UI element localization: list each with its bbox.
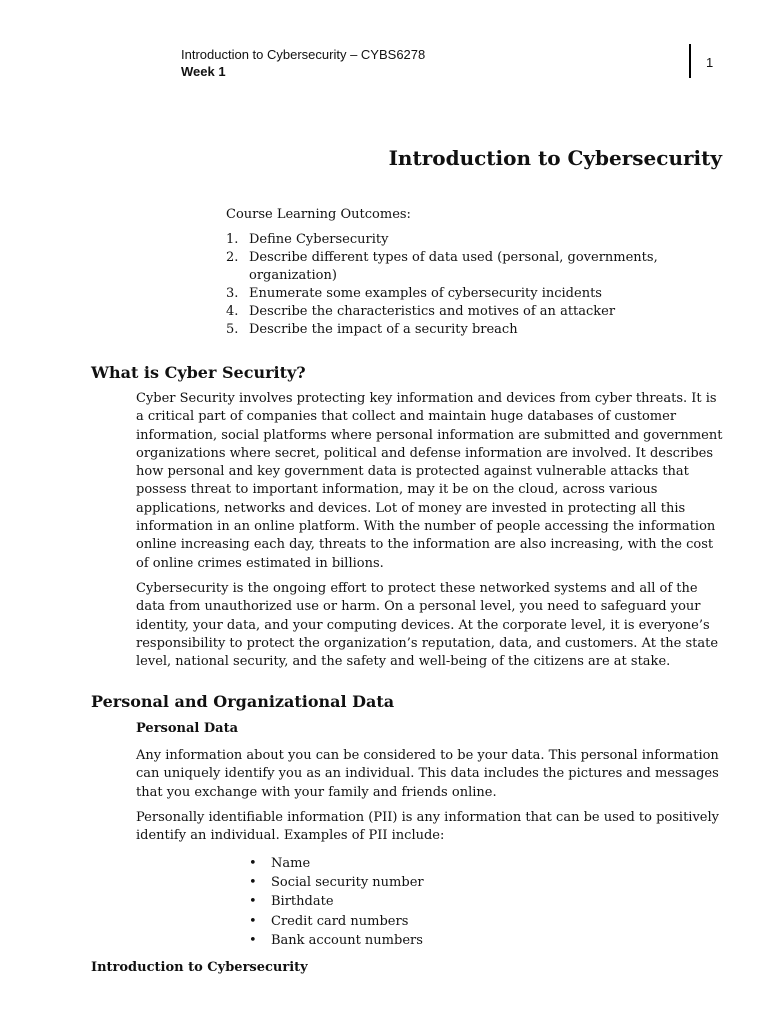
list-item [245,873,424,892]
list-item-text: Birthdate [271,894,334,910]
bullet-icon: • [249,894,257,910]
bullet-icon: • [249,932,257,948]
list-item-text: Name [271,856,311,871]
course-line: Introduction to Cybersecurity – CYBS6278 [181,47,426,62]
section-heading-personal-organizational-data: Personal and Organizational Data [91,692,395,711]
outcome-number: 2. [226,250,239,265]
list-item [245,854,424,873]
subheading-personal-data: Personal Data [136,721,239,736]
page-header [181,46,425,80]
paragraph: Cybersecurity is the ongoing effort to protect these networked systems and all of the data from unauthorized use or harm. On a personal level, you need to safeguard your identity, your data, and your computing devices. At the corporate level, it is everyone’s responsibility to protect the organization’s reputation, data, and customers. At the state level, national security, and the safety and well-being of the citizens are at stake. [136,581,719,670]
outcome-text: Describe different types of data used (personal, governments, organization) [249,250,658,283]
learning-outcome-item [226,249,696,285]
bullet-icon: • [249,856,257,871]
bullet-icon: • [249,875,257,891]
learning-outcome-item [226,321,696,339]
learning-outcomes-list [226,231,696,339]
list-item-text: Social security number [271,875,424,891]
outcome-text: Enumerate some examples of cybersecurity incidents [249,286,602,301]
list-item-text: Bank account numbers [271,932,423,948]
learning-outcomes-heading: Course Learning Outcomes: [226,207,411,222]
header-divider [689,44,691,78]
week-label: Week 1 [181,64,226,79]
bullet-icon: • [249,913,257,929]
learning-outcome-item [226,303,696,321]
outcome-text: Describe the impact of a security breach [249,322,518,337]
list-item-text: Credit card numbers [271,913,409,929]
learning-outcome-item [226,231,696,249]
pii-examples-list [245,854,424,950]
list-item [245,892,424,911]
list-item [245,931,424,950]
outcome-number: 3. [226,286,239,301]
outcome-number: 1. [226,232,239,247]
footer-heading: Introduction to Cybersecurity [91,960,308,975]
paragraph: Personally identifiable information (PII) is any information that can be used to positively identify an individual. Examples of PII include: [136,810,720,844]
learning-outcome-item [226,285,696,303]
outcome-number: 4. [226,304,239,319]
document-title: Introduction to Cybersecurity [388,146,722,170]
learning-outcomes [226,206,696,339]
outcome-number: 5. [226,322,239,337]
paragraph: Cyber Security involves protecting key information and devices from cyber threats. It is a critical part of companies that collect and maintain huge databases of customer information, social platforms where personal information are submitted and government organizations where secret, political and defense information are involved. It describes how personal and key government data is protected against vulnerable attacks that possess threat to important information, may it be on the cloud, across various applications, networks and devices. Lot of money are invested in protecting all this information in an online platform. With the number of people accessing the information online increasing each day, threats to the information are also increasing, with the cost of online crimes estimated in billions. [136,391,723,571]
outcome-text: Define Cybersecurity [249,232,389,247]
section-heading-what-is-cyber-security: What is Cyber Security? [91,363,306,382]
paragraph: Any information about you can be considered to be your data. This personal information can uniquely identify you as an individual. This data includes the pictures and messages that you exchange with your family and friends online. [136,748,719,800]
page-number: 1 [706,55,714,70]
outcome-text: Describe the characteristics and motives of an attacker [249,304,616,319]
list-item [245,912,424,931]
